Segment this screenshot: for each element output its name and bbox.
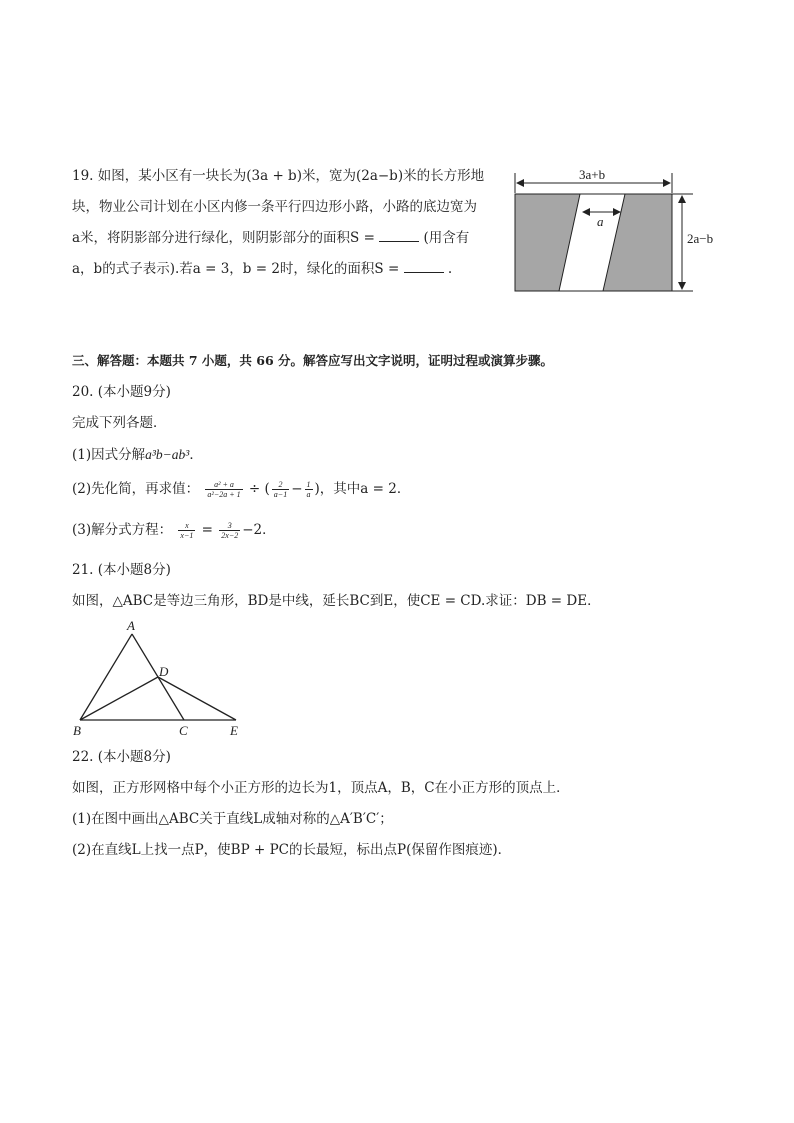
q20-part1-label: (1)因式分解 xyxy=(72,447,146,463)
q21-text: 如图，△ABC是等边三角形，BD是中线，延长BC到E，使CE = CD.求证：DB = DE． xyxy=(72,593,601,609)
q20-part3-equals: = xyxy=(201,522,213,538)
segment-de xyxy=(158,677,236,720)
q21-triangle-figure xyxy=(66,616,256,741)
q22-part1: (1)在图中画出△ABC关于直线L成轴对称的△A′B′C′； xyxy=(72,811,393,827)
q20-part3-fraction1: $\frac{x}{x-1}$ xyxy=(180,521,194,540)
q20-header: 20. (本小题9分) xyxy=(72,384,171,400)
q19-line4-text: a，b的式子表示).若a = 3，b = 2时，绿化的面积S = xyxy=(72,261,400,277)
q22-header: 22. (本小题8分) xyxy=(72,749,171,765)
answer-blank-area-expression[interactable] xyxy=(379,229,419,242)
q19-line3-text: a米，将阴影部分进行绿化，则阴影部分的面积S = xyxy=(72,230,375,246)
q20-part3-label: (3)解分式方程： xyxy=(72,522,173,538)
q19-line1: 19. 如图，某小区有一块长为(3a + b)米，宽为(2a−b)米的长方形地 xyxy=(72,168,485,184)
q19-line2: 块，物业公司计划在小区内修一条平行四边形小路，小路的底边宽为 xyxy=(72,199,477,215)
q20-part3 xyxy=(72,521,276,540)
q20-part1-expression: a³b−ab³ xyxy=(145,447,190,462)
vertex-label-c: C xyxy=(179,723,188,738)
q22-part2: (2)在直线L上找一点P，使BP + PC的长最短，标出点P(保留作图痕迹)． xyxy=(72,842,512,858)
q20-part2-tail: )，其中a = 2． xyxy=(314,481,411,497)
q19-line4-end: . xyxy=(447,261,453,277)
section-title: 三、解答题：本题共 7 小题，共 66 分。解答应写出文字说明，证明过程或演算步骤。 xyxy=(72,353,554,368)
q20-part2-label: (2)先化简，再求值： xyxy=(72,481,200,497)
q20-part2 xyxy=(72,480,410,499)
q20-part1-end: ． xyxy=(189,447,203,463)
q21-header: 21. (本小题8分) xyxy=(72,562,171,578)
vertex-label-b: B xyxy=(73,723,81,738)
q20-part1 xyxy=(72,446,203,464)
vertex-label-d: D xyxy=(159,664,169,679)
q20-part3-tail: −2． xyxy=(242,522,276,538)
road-width-label: a xyxy=(597,214,604,229)
vertex-label-a: A xyxy=(127,618,135,633)
q20-part2-fraction3: $\frac{1}{a}$ xyxy=(306,480,311,499)
top-dimension-label: 3a+b xyxy=(579,167,606,182)
right-dimension-label: 2a−b xyxy=(687,231,714,246)
vertex-label-e: E xyxy=(230,723,238,738)
q22-text: 如图，正方形网格中每个小正方形的边长为1，顶点A，B，C在小正方形的顶点上． xyxy=(72,780,570,796)
q20-part2-fraction2: $\frac{2}{a-1}$ xyxy=(273,480,288,499)
q20-part3-fraction2: $\frac{3}{2x-2}$ xyxy=(221,521,239,540)
q19-line3-text-b: (用含有 xyxy=(423,230,470,246)
segment-ab xyxy=(80,634,132,720)
q19-line4 xyxy=(72,260,452,278)
answer-blank-area-value[interactable] xyxy=(404,260,444,273)
q20-part2-fraction1: $\frac{\text{a² + a}}{\text{a²−2a + 1}}$ xyxy=(207,480,241,499)
q20-intro: 完成下列各题． xyxy=(72,415,167,431)
segment-bd xyxy=(80,677,158,720)
q19-line3 xyxy=(72,229,469,247)
q19-rectangle-figure xyxy=(505,163,725,298)
q20-part2-minus: − xyxy=(291,481,303,497)
q20-part2-divide: ÷ ( xyxy=(248,481,270,497)
